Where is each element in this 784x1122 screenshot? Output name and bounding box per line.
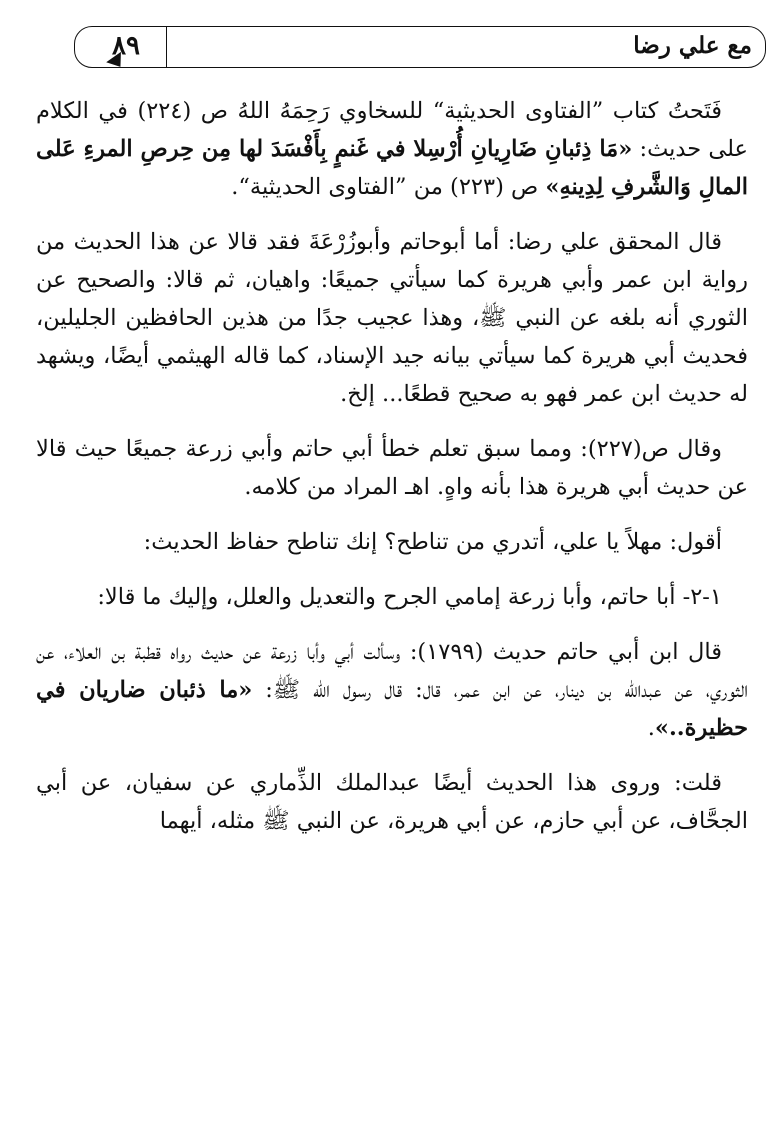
- running-title: مع علي رضا: [633, 32, 752, 59]
- paragraph-7: [36, 764, 748, 840]
- paragraph-5: [36, 578, 748, 616]
- paragraph-5-text: ١-٢- أبا حاتم، وأبا زرعة إمامي الجرح والتعديل والعلل، وإليك ما قالا:: [97, 584, 722, 610]
- paragraph-3: [36, 430, 748, 506]
- paragraph-4: [36, 523, 748, 561]
- paragraph-6-tail: .: [647, 715, 655, 741]
- paragraph-7-text: قلت: وروى هذا الحديث أيضًا عبدالملك الذِّماري عن سفيان، عن أبي الجحَّاف، عن أبي حازم، عن أبي هريرة، عن النبي ﷺ مثله، أيهما: [36, 770, 748, 834]
- paragraph-2-text: قال المحقق علي رضا: أما أبوحاتم وأبوزُرْعَةَ فقد قالا عن هذا الحديث من رواية ابن عمر وأبي هريرة كما سيأتي جميعًا: واهيان، ثم قالا: والصحيح عن الثوري أنه بلغه عن النبي ﷺ، وهذا عجيب جدًا من هذين الحافظين الجليلين، فحديث أبي هريرة كما سيأتي بيانه جيد الإسناد، كما قاله الهيثمي أيضًا، ويشهد له حديث ابن عمر فهو به صحيح قطعًا... إلخ.: [36, 229, 748, 407]
- paragraph-1-tail: ص (٢٢٣) من ”الفتاوى الحديثية“.: [231, 174, 546, 200]
- page-number: ٨٩: [112, 31, 140, 61]
- paragraph-6: [36, 633, 748, 747]
- hadith-quote-2: «ما ذئبان ضاريان في حظيرة..»: [36, 677, 748, 741]
- paragraph-6-text: قال ابن أبي حاتم حديث (١٧٩٩): وسألت أبي وأبا زرعة عن حديث رواه قطبة بن العلاء، عن الثوري، عن عبدالله بن دينار، عن ابن عمر، قال: قال رسول الله ﷺ:: [36, 639, 748, 703]
- paragraph-2: [36, 223, 748, 413]
- paragraph-1-text: فَتَحتُ كتاب ”الفتاوى الحديثية“ للسخاوي رَحِمَهُ اللهُ ص (٢٢٤) في الكلام على حديث:: [36, 98, 748, 162]
- paragraph-4-text: أقول: مهلاً يا علي، أتدري من تناطح؟ إنك تناطح حفاظ الحديث:: [143, 529, 722, 555]
- page-body: [36, 92, 748, 840]
- paragraph-1: [36, 92, 748, 206]
- paragraph-3-text: وقال ص(٢٢٧): ومما سبق تعلم خطأ أبي حاتم وأبي زرعة جميعًا حيث قالا عن حديث أبي هريرة هذا بأنه واهٍ. اهـ المراد من كلامه.: [36, 436, 748, 500]
- page-header: [74, 26, 766, 68]
- hadith-quote-1: «مَا ذِئبانِ ضَارِيانِ أُرْسِلا في غَنمٍ بِأَفْسَدَ لها مِن حِرصِ المرءِ عَلى المالِ وَالشَّرفِ لِدِينهِ»: [36, 136, 748, 200]
- header-divider: [166, 26, 167, 68]
